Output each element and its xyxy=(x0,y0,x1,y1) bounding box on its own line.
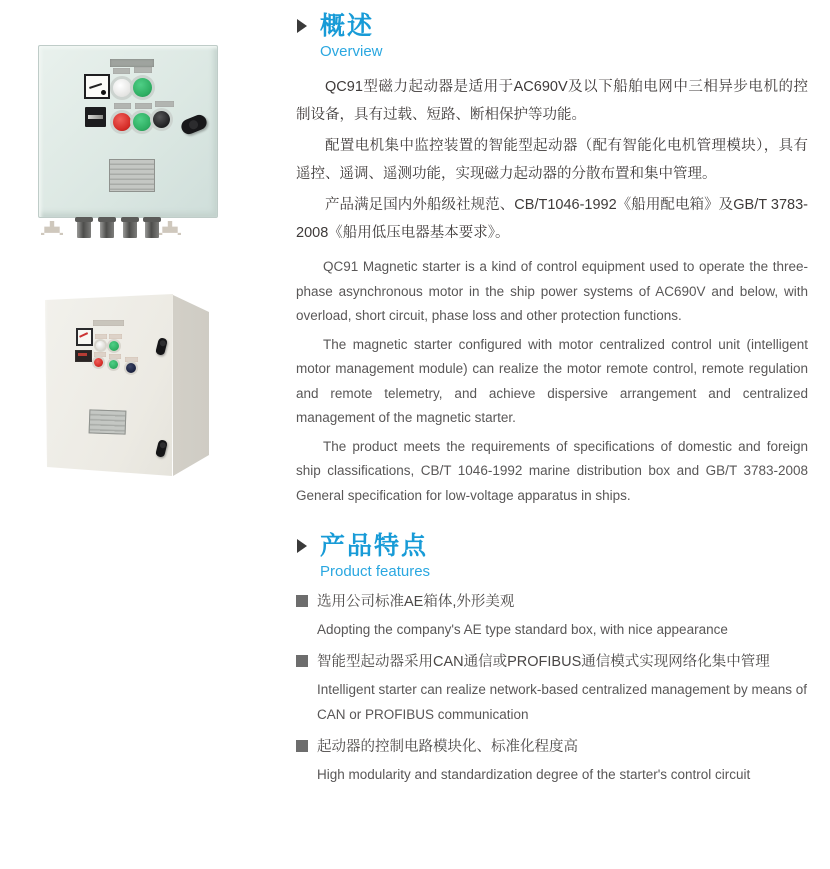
cabinet1-label-tag xyxy=(155,101,174,107)
rotary-knob-icon xyxy=(188,119,200,131)
paragraph-en: QC91 Magnetic starter is a kind of control equipment used to operate the three-phase asynchronous motor in the ship power systems of AC690V and below, with overload, short circuit, phase loss and other protection functions. xyxy=(296,259,808,323)
feature-item xyxy=(296,736,808,787)
cabinet2-white-button xyxy=(96,341,105,350)
cable-gland-icon xyxy=(123,217,137,238)
bullet-square-icon xyxy=(296,655,308,667)
breaker-handle-icon xyxy=(88,115,103,119)
paragraph-en: The product meets the requirements of specifications of domestic and foreign ship classifications, CB/T 1046-1992 marine distribution box and GB/T 3783-2008 General specification for low-voltage apparatus in ships. xyxy=(296,438,808,503)
cabinet2-nameplate xyxy=(89,409,127,434)
product-photo-front-view xyxy=(38,45,218,241)
cabinet1-black-button xyxy=(153,111,170,128)
meter-needle-icon xyxy=(79,332,88,337)
cable-gland-icon xyxy=(77,217,91,238)
bullet-square-icon xyxy=(296,595,308,607)
cabinet1-green-button-2 xyxy=(133,113,151,131)
paragraph-zh: 产品满足国内外船级社规范、CB/T1046-1992《船用配电箱》及GB/T 3783-2008《船用低压电器基本要求》。 xyxy=(296,197,808,241)
paragraph-en: The magnetic starter configured with motor centralized control unit (intelligent motor management module) can realize the motor remote control, remote regulation and remote telemetry, and achieve dispersive arrangement and centralized management of the magnetic starter. xyxy=(296,336,808,425)
cabinet1-label-tag xyxy=(134,67,152,73)
cabinet2-label-tag xyxy=(125,357,138,362)
overview-title-zh: 概述 xyxy=(320,12,375,40)
overview-title-en: Overview xyxy=(320,43,383,60)
cabinet2-navy-button xyxy=(126,363,136,373)
overview-paragraphs-en xyxy=(296,255,808,508)
cabinet1-label-tag xyxy=(114,103,131,109)
feature-zh-text: 智能型起动器采用CAN通信或PROFIBUS通信模式实现网络化集中管理 xyxy=(317,654,770,670)
product-photo-angled-view xyxy=(45,292,209,478)
overview-paragraphs-zh xyxy=(296,73,808,247)
cable-gland-icon xyxy=(145,217,159,238)
cabinet2-red-button xyxy=(94,358,103,367)
cabinet2-label-tag xyxy=(109,354,121,359)
features-title-zh: 产品特点 xyxy=(320,532,429,560)
indicator-readout-icon xyxy=(78,353,87,356)
features-section-header xyxy=(296,532,808,581)
mounting-bracket-icon xyxy=(41,221,63,235)
cabinet1-label-tag xyxy=(135,103,152,109)
cabinet1-white-button xyxy=(113,79,131,97)
cabinet1-ammeter xyxy=(84,74,110,99)
cabinet2-indicator-display xyxy=(75,350,92,362)
cabinet2-meter xyxy=(76,328,93,346)
cabinet1-red-button xyxy=(113,113,131,131)
feature-zh xyxy=(296,591,808,613)
cabinet1-top-label-strip xyxy=(110,59,154,67)
cabinet1-nameplate xyxy=(109,159,155,192)
feature-zh xyxy=(296,736,808,758)
feature-en: Intelligent starter can realize network-based centralized management by means of CAN or PROFIBUS communication xyxy=(317,682,808,722)
features-section xyxy=(296,532,808,787)
feature-en: Adopting the company's AE type standard box, with nice appearance xyxy=(317,622,728,637)
content-column xyxy=(296,12,808,787)
feature-item xyxy=(296,591,808,642)
ammeter-needle-icon xyxy=(89,83,102,88)
cabinet2-label-tag xyxy=(94,352,106,357)
cabinet2-green-button-2 xyxy=(109,360,118,369)
cabinet2-label-tag xyxy=(109,334,122,339)
paragraph-zh: 配置电机集中监控装置的智能型起动器（配有智能化电机管理模块），具有遥控、遥调、遥测功能，实现磁力起动器的分散布置和集中管理。 xyxy=(296,138,808,182)
overview-section-header xyxy=(296,12,808,61)
cabinet1-green-button xyxy=(133,78,152,97)
section-arrow-icon xyxy=(297,539,307,553)
features-title-en: Product features xyxy=(320,563,431,580)
paragraph-zh: QC91型磁力起动器是适用于AC690V及以下船舶电网中三相异步电机的控制设备，具有过载、短路、断相保护等功能。 xyxy=(296,79,808,123)
feature-item xyxy=(296,651,808,727)
mounting-bracket-icon xyxy=(159,221,181,235)
ammeter-adjuster-icon xyxy=(101,90,106,95)
feature-zh xyxy=(296,651,808,673)
cable-gland-icon xyxy=(100,217,114,238)
feature-en: High modularity and standardization degree of the starter's control circuit xyxy=(317,767,751,782)
cabinet2-top-label-strip xyxy=(93,320,124,326)
section-arrow-icon xyxy=(297,19,307,33)
feature-zh-text: 选用公司标准AE箱体,外形美观 xyxy=(317,594,515,610)
cabinet2-label-tag xyxy=(95,334,107,339)
cabinet2-green-button xyxy=(109,341,119,351)
cabinet1-label-tag xyxy=(113,68,130,74)
bullet-square-icon xyxy=(296,740,308,752)
cabinet1-breaker-module xyxy=(85,107,106,127)
feature-zh-text: 起动器的控制电路模块化、标准化程度高 xyxy=(317,739,578,755)
